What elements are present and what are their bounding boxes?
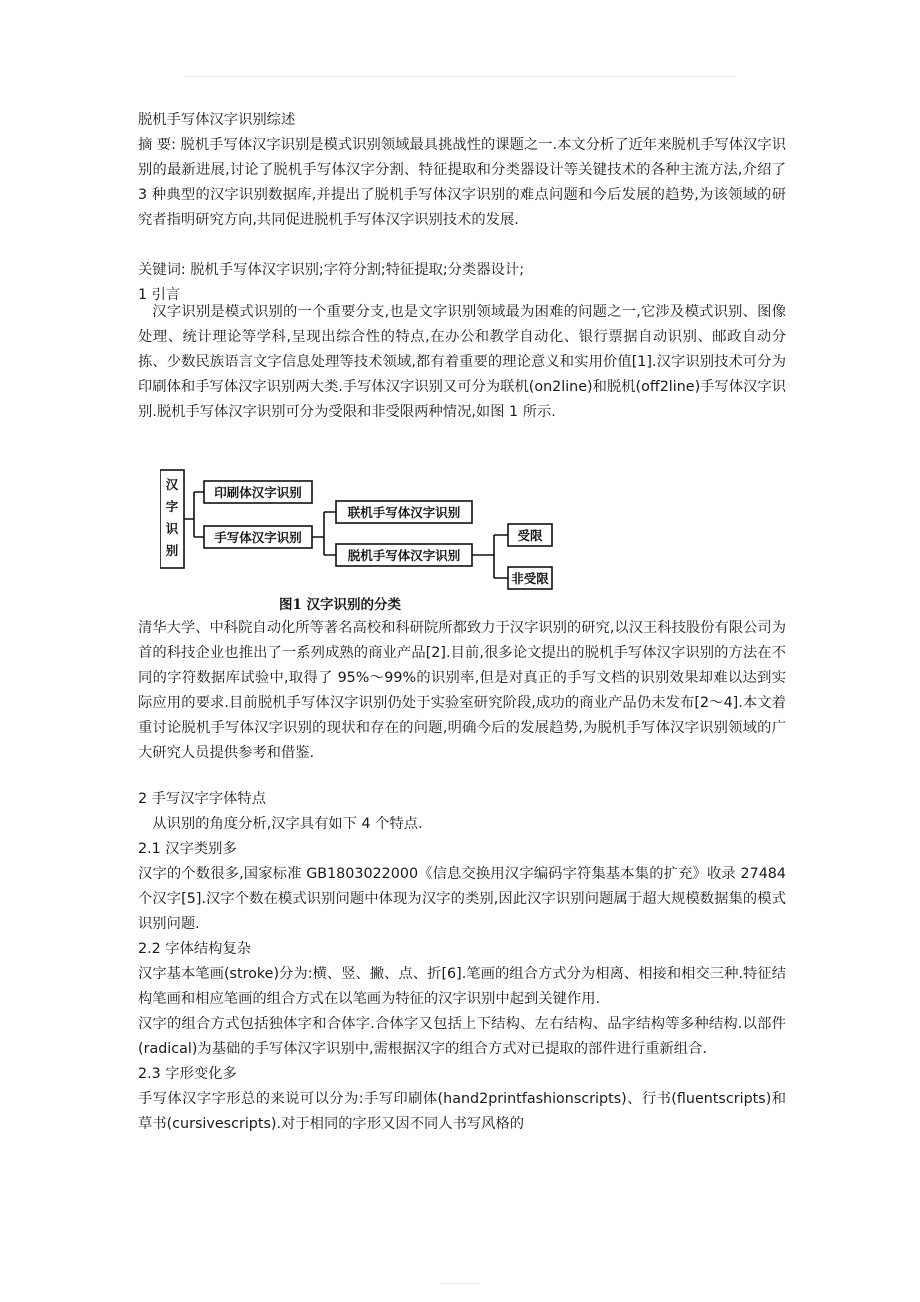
section1-body <box>138 300 786 425</box>
subsection-heading: 2.3 字形变化多 <box>138 1066 237 1082</box>
paragraph: 汉字的组合方式包括独体字和合体字.合体字又包括上下结构、左右结构、品字结构等多种结构.以部件(radical)为基础的手写体汉字识别中,需根据汉字的组合方式对已提取的部件进行重新组合. <box>138 1016 786 1057</box>
printed-label: 印刷体汉字识别 <box>214 485 302 500</box>
restricted-label: 受限 <box>517 528 543 543</box>
paragraph: 汉字识别是模式识别的一个重要分支,也是文字识别领域最为困难的问题之一,它涉及模式识别、图像处理、统计理论等学科,呈现出综合性的特点,在办公和教学自动化、银行票据自动识别、邮政自动分拣、少数民族语言文字信息处理等技术领域,都有着重要的理论意义和实用价值[1].汉字识别技术可分为印刷体和手写体汉字识别两大类.手写体汉字识别又可分为联机(on2line)和脱机(off2line)手写体汉字识别.脱机手写体汉字识别可分为受限和非受限两种情况,如图 1 所示. <box>138 304 786 420</box>
keywords: 关键词: 脱机手写体汉字识别;字符分割;特征提取;分类器设计; <box>138 262 525 278</box>
title-block <box>138 108 786 133</box>
paragraph: 清华大学、中科院自动化所等著名高校和科研院所都致力于汉字识别的研究,以汉王科技股份有限公司为首的科技企业也推出了一系列成熟的商业产品[2].目前,很多论文提出的脱机手写体汉字识别的方法在不同的字符数据库试验中,取得了 95%～99%的识别率,但是对真正的手写文档的识别效果却难以达到实际应用的要求.目前脱机手写体汉字识别仍处于实验室研究阶段,成功的商业产品仍未发布[2～4].本文着重讨论脱机手写体汉字识别的现状和存在的问题,明确今后的发展趋势,为脱机手写体汉字识别领域的广大研究人员提供参考和借鉴. <box>138 620 786 761</box>
root-char-1: 汉 <box>165 477 179 492</box>
classification-diagram <box>160 464 580 614</box>
body-after-figure <box>138 616 786 766</box>
abstract-block <box>138 133 786 233</box>
unrestricted-label: 非受限 <box>511 571 549 586</box>
figure-caption: 图1 汉字识别的分类 <box>278 597 402 613</box>
keywords-block <box>138 258 786 283</box>
figure-1 <box>160 464 580 614</box>
handwritten-label: 手写体汉字识别 <box>214 530 302 545</box>
paragraph: 手写体汉字字形总的来说可以分为:手写印刷体(hand2printfashionscripts)、行书(fluentscripts)和草书(cursivescripts).对于相同的字形又因不同人书写风格的 <box>138 1091 786 1132</box>
footer-dots <box>440 1283 480 1285</box>
section-heading: 2 手写汉字字体特点 <box>138 791 267 807</box>
paragraph: 汉字的个数很多,国家标准 GB1803022000《信息交换用汉字编码字符集基本集的扩充》收录 27484 个汉字[5].汉字个数在模式识别问题中体现为汉字的类别,因此汉字识别问题属于超大规模数据集的模式识别问题. <box>138 866 786 932</box>
root-char-4: 别 <box>165 543 179 558</box>
abstract: 摘 要: 脱机手写体汉字识别是模式识别领域最具挑战性的课题之一.本文分析了近年来脱机手写体汉字识别的最新进展,讨论了脱机手写体汉字分割、特征提取和分类器设计等关键技术的各种主流方法,介绍了 3 种典型的汉字识别数据库,并提出了脱机手写体汉字识别的难点问题和今后发展的趋势,为该领域的研究者指明研究方向,共同促进脱机手写体汉字识别技术的发展. <box>138 137 786 228</box>
connector-root <box>184 492 204 537</box>
header-rule <box>184 76 736 77</box>
section-heading: 1 引言 <box>138 287 181 303</box>
document-title: 脱机手写体汉字识别综述 <box>138 112 296 128</box>
subsection-heading: 2.2 字体结构复杂 <box>138 941 252 957</box>
root-char-2: 字 <box>165 499 179 514</box>
section2 <box>138 787 786 1137</box>
subsection-heading: 2.1 汉字类别多 <box>138 841 237 857</box>
paragraph: 从识别的角度分析,汉字具有如下 4 个特点. <box>152 816 423 832</box>
root-char-3: 识 <box>165 521 179 536</box>
offline-label: 脱机手写体汉字识别 <box>347 548 461 563</box>
online-label: 联机手写体汉字识别 <box>347 505 461 520</box>
connector-handwritten <box>312 512 336 555</box>
connector-offline <box>472 535 508 578</box>
paragraph: 汉字基本笔画(stroke)分为:横、竖、撇、点、折[6].笔画的组合方式分为相离、相接和相交三种.特征结构笔画和相应笔画的组合方式在以笔画为特征的汉字识别中起到关键作用. <box>138 966 786 1007</box>
